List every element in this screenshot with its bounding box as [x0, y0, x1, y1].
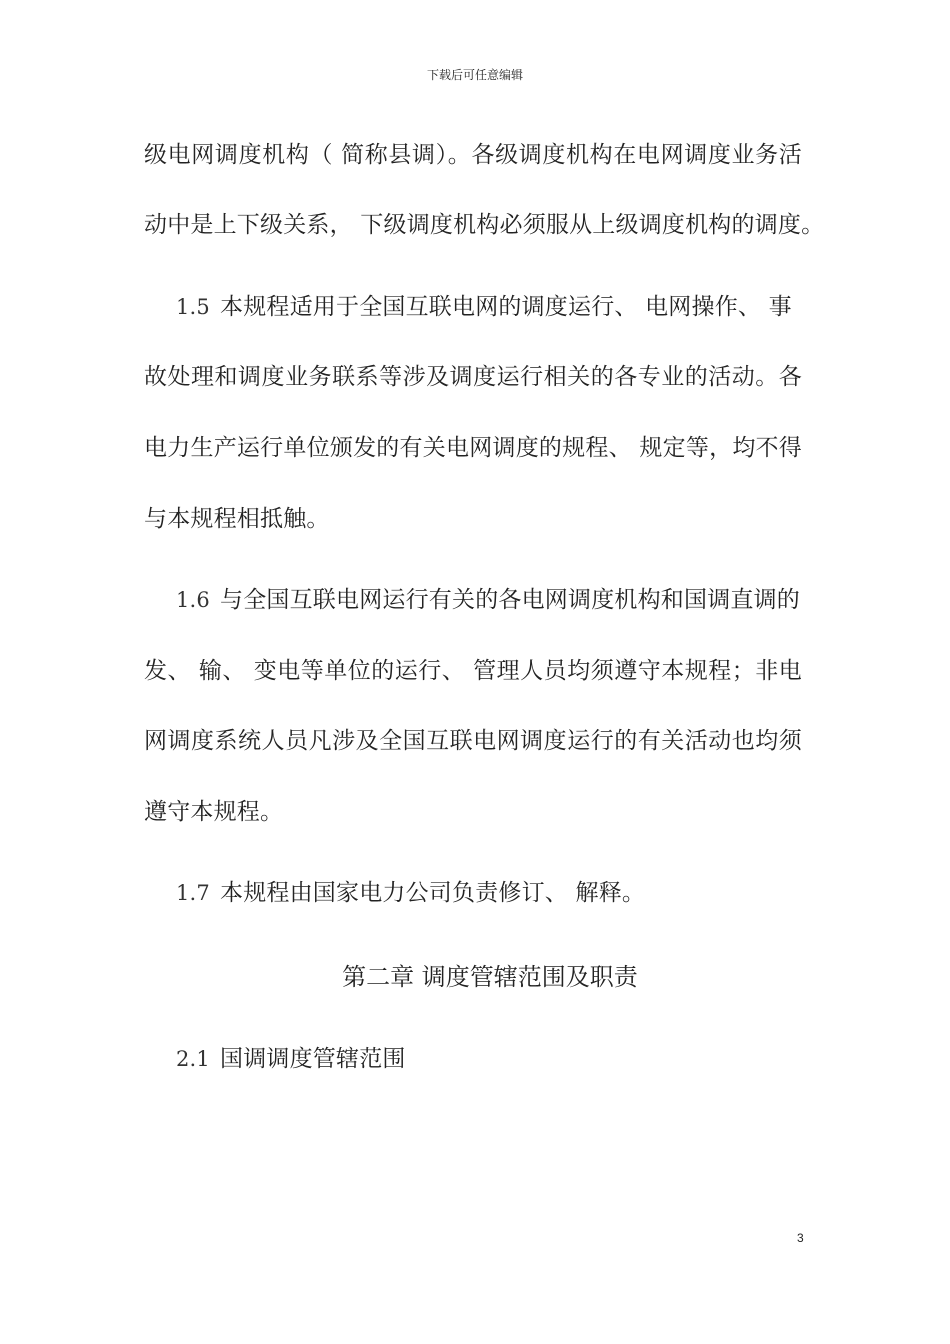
- clause-1-5: [176, 288, 792, 321]
- section-title: 国调调度管辖范围: [220, 1046, 406, 1072]
- paragraph-line: 级电网调度机构（ 简称县调）。各级调度机构在电网调度业务活: [144, 142, 802, 168]
- paragraph-line: 故处理和调度业务联系等涉及调度运行相关的各专业的活动。各: [144, 364, 802, 390]
- page-number: 3: [797, 1231, 804, 1245]
- clause-1-7: [176, 874, 645, 907]
- clause-text: 本规程由国家电力公司负责修订、 解释。: [220, 880, 646, 906]
- clause-number: 1.7: [176, 881, 210, 905]
- paragraph-line: 电力生产运行单位颁发的有关电网调度的规程、 规定等，均不得: [144, 435, 802, 461]
- section-2-1: [176, 1040, 406, 1073]
- paragraph-line: 遵守本规程。: [144, 799, 284, 825]
- paragraph-line: 动中是上下级关系， 下级调度机构必须服从上级调度机构的调度。: [144, 212, 825, 238]
- paragraph-line: 网调度系统人员凡涉及全国互联电网调度运行的有关活动也均须: [144, 728, 802, 754]
- clause-number: 1.6: [176, 588, 210, 612]
- clause-text: 本规程适用于全国互联电网的调度运行、 电网操作、 事: [220, 294, 792, 320]
- paragraph-line: 发、 输、 变电等单位的运行、 管理人员均须遵守本规程；非电: [144, 658, 802, 684]
- page-header: 下载后可任意编辑: [426, 68, 523, 82]
- section-number: 2.1: [176, 1047, 210, 1071]
- chapter-heading: 第二章 调度管辖范围及职责: [342, 963, 638, 991]
- clause-number: 1.5: [176, 295, 210, 319]
- clause-text: 与全国互联电网运行有关的各电网调度机构和国调直调的: [220, 587, 800, 613]
- paragraph-line: 与本规程相抵触。: [144, 506, 330, 532]
- clause-1-6: [176, 581, 800, 614]
